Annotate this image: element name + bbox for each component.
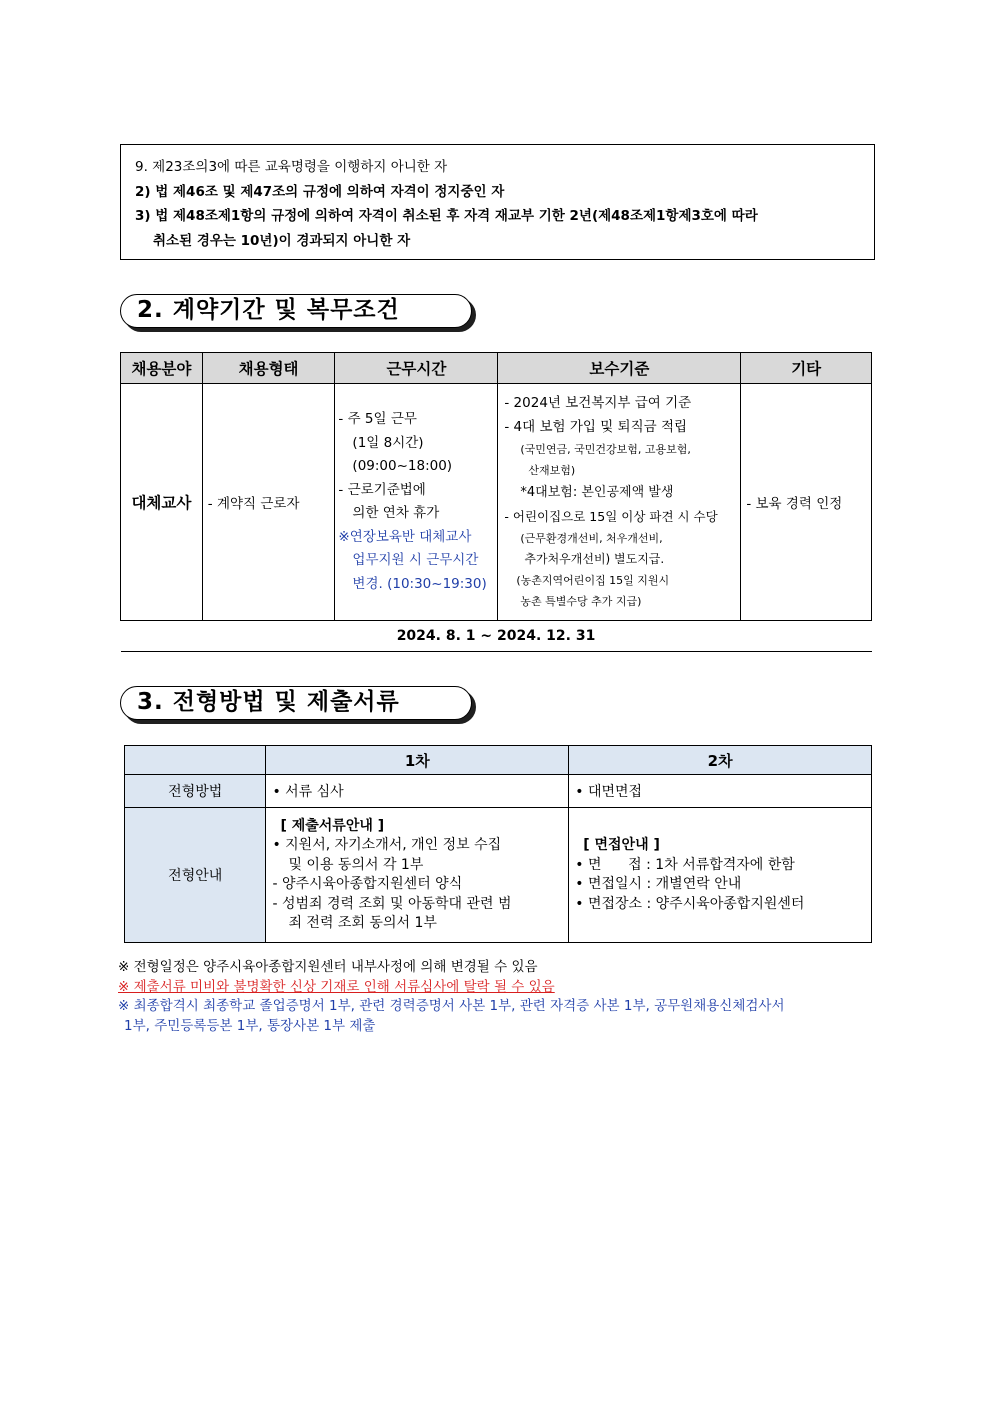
interview-item: • 면접일시 : 개별연락 안내 (575, 876, 742, 892)
header-field: 채용분야 (121, 353, 203, 384)
documents-item: - 양주시육아종합지원센터 양식 (272, 876, 463, 892)
disqualification-line: 취소된 경우는 10년)이 경과되지 아니한 자 (153, 232, 411, 249)
header-etc: 기타 (741, 353, 872, 384)
interview-item: • 면 접 : 1차 서류합격자에 한함 (575, 856, 795, 873)
work-hours-line: (1일 8시간) (352, 434, 424, 451)
guide-round2 (569, 808, 872, 943)
interview-item: • 면접장소 : 양주시육아종합지원센터 (575, 895, 805, 912)
work-hours-cell (335, 384, 498, 621)
header-round2: 2차 (569, 746, 872, 775)
work-hours-note: ※연장보육반 대체교사 (338, 528, 472, 545)
disqualification-line: 3) 법 제48조제1항의 규정에 의하여 자격이 취소된 후 자격 재교부 기한 2년(제48조제1항제3호에 따라 (135, 208, 758, 224)
interview-guide-title: [ 면접안내 ] (583, 837, 660, 853)
pay-line: (국민연금, 국민건강보험, 고용보험, (520, 443, 691, 456)
contract-table (120, 352, 872, 652)
work-hours-line: - 근로기준법에 (338, 481, 426, 498)
documents-item: - 성범죄 경력 조회 및 아동학대 관련 범 (272, 895, 512, 912)
pay-line: 산재보험) (528, 464, 576, 477)
selection-table (124, 745, 872, 943)
etc-cell (741, 384, 872, 621)
disqualification-line: 2) 법 제46조 및 제47조의 규정에 의하여 자격이 정지중인 자 (135, 183, 505, 200)
header-employment-type: 채용형태 (202, 353, 335, 384)
pay-line: *4대보험: 본인공제액 발생 (520, 485, 674, 500)
note-final-documents: ※ 최종합격시 최종학교 졸업증명서 1부, 관련 경력증명서 사본 1부, 관련 자격증 사본 1부, 공무원채용신체검사서 (118, 998, 785, 1014)
disqualification-box (120, 144, 875, 260)
method-round2: • 대면면접 (569, 775, 872, 808)
section2-heading (120, 294, 476, 332)
section3-heading (120, 686, 476, 724)
work-hours-line: (09:00~18:00) (352, 458, 453, 474)
documents-item: • 지원서, 자기소개서, 개인 정보 수집 (272, 837, 502, 853)
etc-value: - 보육 경력 인정 (746, 496, 843, 512)
header-blank (125, 746, 266, 775)
header-round1: 1차 (266, 746, 569, 775)
pay-line: 농촌 특별수당 추가 지급) (520, 595, 642, 608)
pay-line: (농촌지역어린이집 15일 지원시 (516, 574, 670, 587)
method-round1: • 서류 심사 (266, 775, 569, 808)
section3-title: 3. 전형방법 및 제출서류 (120, 686, 472, 720)
work-hours-line: - 주 5일 근무 (338, 411, 417, 427)
note-schedule: ※ 전형일정은 양주시육아종합지원센터 내부사정에 의해 변경될 수 있음 (118, 959, 538, 975)
pay-cell (498, 384, 741, 621)
documents-guide-title: [ 제출서류안내 ] (280, 817, 385, 834)
pay-line: - 4대 보험 가입 및 퇴직금 적립 (504, 418, 688, 435)
notes (118, 958, 878, 1036)
note-final-documents-cont: 1부, 주민등록등본 1부, 통장사본 1부 제출 (124, 1017, 376, 1034)
documents-item: 죄 전력 조회 동의서 1부 (288, 915, 437, 931)
header-work-hours: 근무시간 (335, 353, 498, 384)
disqualification-line: 9. 제23조의3에 따른 교육명령을 이행하지 아니한 자 (135, 159, 448, 175)
pay-line: - 2024년 보건복지부 급여 기준 (504, 395, 692, 411)
employment-type-cell (202, 384, 335, 621)
header-pay: 보수기준 (498, 353, 741, 384)
pay-line: - 어린이집으로 15일 이상 파견 시 수당 (504, 508, 718, 524)
work-hours-line: 의한 연차 휴가 (352, 505, 440, 521)
note-warning: ※ 제출서류 미비와 불명확한 신상 기재로 인해 서류심사에 탈락 될 수 있음 (118, 978, 555, 995)
guide-label: 전형안내 (125, 808, 266, 943)
method-label: 전형방법 (125, 775, 266, 808)
work-hours-note: 변경. (10:30~19:30) (352, 575, 487, 592)
contract-period: 2024. 8. 1 ~ 2024. 12. 31 (121, 621, 872, 652)
pay-line: 추가처우개선비) 별도지급. (524, 552, 665, 566)
field-cell: 대체교사 (121, 384, 203, 621)
guide-round1 (266, 808, 569, 943)
section2-title: 2. 계약기간 및 복무조건 (120, 294, 472, 328)
documents-item: 및 이용 동의서 각 1부 (288, 856, 424, 873)
pay-line: (근무환경개선비, 처우개선비, (520, 532, 663, 545)
work-hours-note: 업무지원 시 근무시간 (352, 552, 479, 568)
employment-type: - 계약직 근로자 (207, 496, 300, 512)
